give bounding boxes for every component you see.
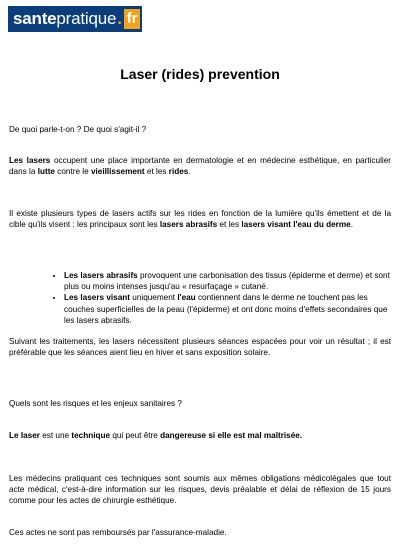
question-definition: De quoi parle-t-on ? De quoi s'agit-il ? bbox=[9, 125, 147, 134]
question-risks: Quels sont les risques et les enjeux sanitaires ? bbox=[9, 399, 182, 408]
laser-types-list bbox=[46, 270, 394, 326]
logo-part-pratique: pratique bbox=[56, 9, 117, 28]
list-item: • Les lasers visant uniquement l'eau contiennent dans le derme ne touchent pas les couches superficielles de la peau (l'épiderme) et ont donc moins d'effets secondaires que les lasers abrasifs. bbox=[64, 292, 394, 326]
paragraph-reimbursement: Ces actes ne sont pas remboursés par l'assurance-maladie. bbox=[9, 528, 227, 537]
paragraph-laser-types: Il existe plusieurs types de lasers actifs sur les rides en fonction de la lumière qu'ils émettent et de la cible qu'ils visent : les principaux sont les lasers abrasifs et les lasers visant l'eau du derme. bbox=[9, 209, 391, 230]
paragraph-danger: Le laser est une technique qui peut être dangereuse si elle est mal maîtrisée. bbox=[9, 431, 303, 440]
paragraph-obligations: Les médecins pratiquant ces techniques sont soumis aux mêmes obligations médicolégales que tout acte médical, c'est-à-dire information sur les risques, devis préalable et délai de réflexion de 15 jours comme pour les actes de chirurgie esthétique. bbox=[9, 474, 391, 506]
site-logo[interactable] bbox=[8, 6, 142, 32]
paragraph-intro: Les lasers occupent une place importante en dermatologie et en médecine esthétique, en particulier dans la lutte contre le vieillissement et les rides. bbox=[9, 156, 392, 177]
logo-dot: . bbox=[117, 9, 122, 28]
paragraph-treatments: Suivant les traitements, les lasers nécessitent plusieurs séances espacées pour voir un résultat ; il est préférable que les séances aient lieu en hiver et sans exposition solaire. bbox=[9, 337, 391, 358]
list-item: • Les lasers abrasifs provoquent une carbonisation des tissus (épiderme et derme) et sont plus ou moins intenses jusqu'au « resurfaçage » cutané. bbox=[64, 270, 394, 292]
page-title: Laser (rides) prevention bbox=[120, 66, 280, 82]
logo-part-sante: sante bbox=[13, 9, 57, 28]
logo-tld: fr bbox=[124, 9, 140, 29]
